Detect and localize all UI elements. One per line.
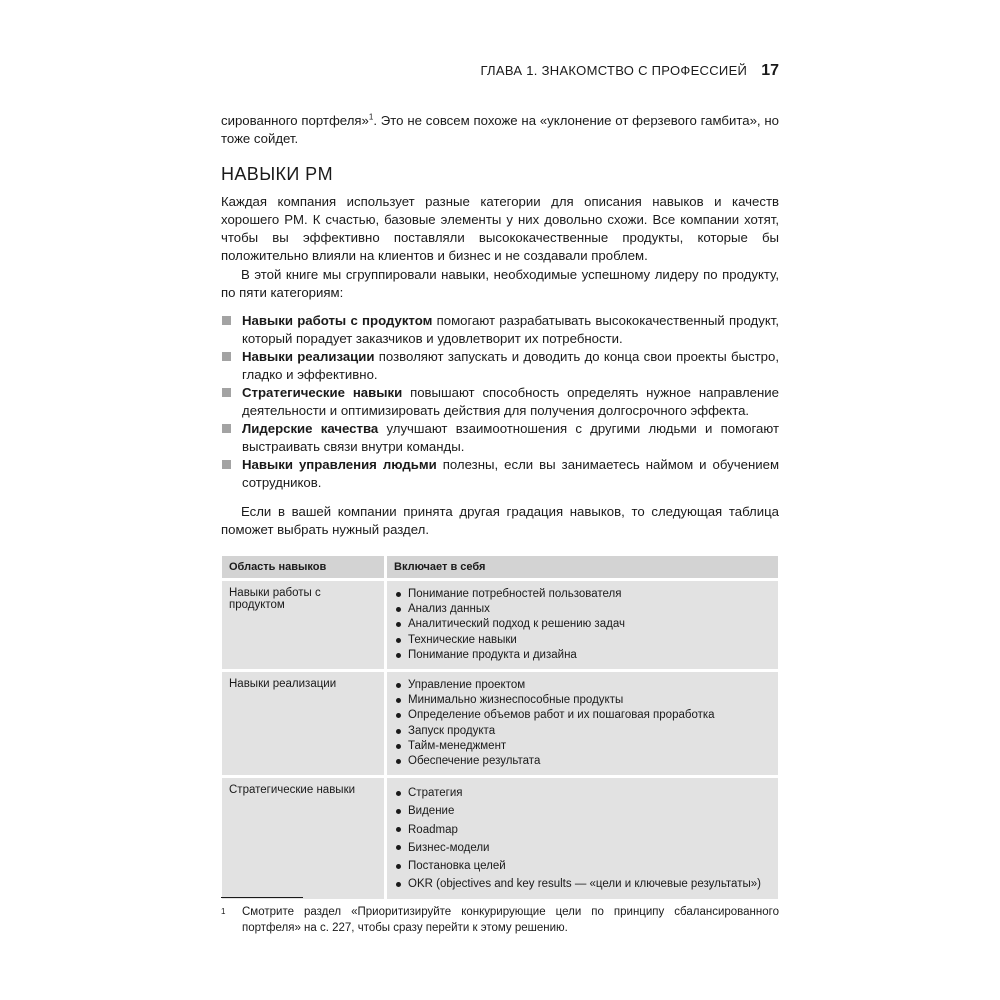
intro-text-end: . Это не совсем похоже на «уклонение от ферзевого гамбита», но тоже сойдет. <box>221 113 779 146</box>
square-bullet-icon <box>222 460 231 469</box>
list-item <box>221 384 779 420</box>
list-item <box>221 348 779 384</box>
bullet-text: помогают разрабатывать высококачественный продукт, который порадует заказчиков и удовлетворит их потребности. <box>242 313 779 346</box>
intro-paragraph <box>221 112 779 148</box>
chapter-title: ГЛАВА 1. ЗНАКОМСТВО С ПРОФЕССИЕЙ <box>480 63 748 78</box>
intro-text-start: сированного портфеля» <box>221 113 369 128</box>
square-bullet-icon <box>222 388 231 397</box>
list-item <box>221 312 779 348</box>
table-cell-area: Навыки реализации <box>222 672 387 775</box>
bullet-term: Навыки работы с продуктом <box>242 313 433 328</box>
list-item: Анализ данных <box>394 602 771 617</box>
list-item: OKR (objectives and key results — «цели и ключевые результаты») <box>394 875 771 893</box>
list-item: Обеспечение результата <box>394 754 771 769</box>
skills-table <box>222 553 778 902</box>
list-item: Roadmap <box>394 821 771 839</box>
table-cell-area: Стратегические навыки <box>222 778 387 899</box>
list-item <box>221 456 779 492</box>
skills-bullet-list <box>221 312 779 492</box>
footnote <box>221 904 779 936</box>
table-header-area: Область навыков <box>222 556 387 578</box>
bullet-term: Навыки реализации <box>242 349 375 364</box>
section-paragraph-1: Каждая компания использует разные категории для описания навыков и качеств хорошего PM. К счастью, базовые элементы у них довольно схожи. Все компании хотят, чтобы вы эффективно поставляли высококачественные продукты, которые бы положительно влияли на клиентов и бизнес и не создавали проблем. <box>221 194 779 263</box>
list-item: Постановка целей <box>394 857 771 875</box>
table-cell-includes <box>387 581 778 669</box>
includes-list <box>394 678 771 769</box>
list-item: Управление проектом <box>394 678 771 693</box>
list-item: Аналитический подход к решению задач <box>394 617 771 632</box>
bullet-text: позволяют запускать и доводить до конца свои проекты быстро, гладко и эффективно. <box>242 349 779 382</box>
list-item: Бизнес-модели <box>394 839 771 857</box>
includes-list <box>394 784 771 893</box>
bullet-text: повышают способность определять нужное направление деятельности и оптимизировать действия для получения долгосрочного эффекта. <box>242 385 779 418</box>
section-paragraph-3: Если в вашей компании принята другая градация навыков, то следующая таблица поможет выбрать нужный раздел. <box>221 504 779 537</box>
includes-list <box>394 587 771 663</box>
square-bullet-icon <box>222 316 231 325</box>
table-cell-area: Навыки работы с продуктом <box>222 581 387 669</box>
table-header-row <box>222 556 778 578</box>
list-item: Технические навыки <box>394 633 771 648</box>
bullet-text: улучшают взаимоотношения с другими людьми и помогают выстраивать связи внутри команды. <box>242 421 779 454</box>
list-item: Стратегия <box>394 784 771 802</box>
table-row <box>222 778 778 899</box>
bullet-term: Лидерские качества <box>242 421 379 436</box>
list-item: Видение <box>394 802 771 820</box>
table-row <box>222 581 778 669</box>
list-item: Понимание потребностей пользователя <box>394 587 771 602</box>
square-bullet-icon <box>222 424 231 433</box>
footnote-mark: 1 <box>221 907 226 916</box>
bullet-term: Навыки управления людьми <box>242 457 437 472</box>
footnote-ref[interactable]: 1 <box>368 112 374 122</box>
table-row <box>222 672 778 775</box>
section-paragraph-2: В этой книге мы сгруппировали навыки, необходимые успешному лидеру по продукту, по пяти категориям: <box>221 267 779 300</box>
table-header-includes: Включает в себя <box>387 556 778 578</box>
page-number: 17 <box>761 62 779 79</box>
table-cell-includes <box>387 672 778 775</box>
list-item: Определение объемов работ и их пошаговая проработка <box>394 708 771 723</box>
list-item: Тайм-менеджмент <box>394 739 771 754</box>
running-header <box>480 62 779 86</box>
footnote-divider <box>221 897 303 898</box>
list-item: Минимально жизнеспособные продукты <box>394 693 771 708</box>
footnote-text: Смотрите раздел «Приоритизируйте конкурирующие цели по принципу сбалансированного портфеля» на с. 227, чтобы сразу перейти к этому решению. <box>242 906 779 934</box>
bullet-text: полезны, если вы занимаетесь наймом и обучением сотрудников. <box>242 457 780 490</box>
list-item: Понимание продукта и дизайна <box>394 648 771 663</box>
section-heading: НАВЫКИ PM <box>221 164 333 184</box>
square-bullet-icon <box>222 352 231 361</box>
list-item <box>221 420 779 456</box>
table-cell-includes <box>387 778 778 899</box>
bullet-term: Стратегические навыки <box>242 385 403 400</box>
list-item: Запуск продукта <box>394 724 771 739</box>
